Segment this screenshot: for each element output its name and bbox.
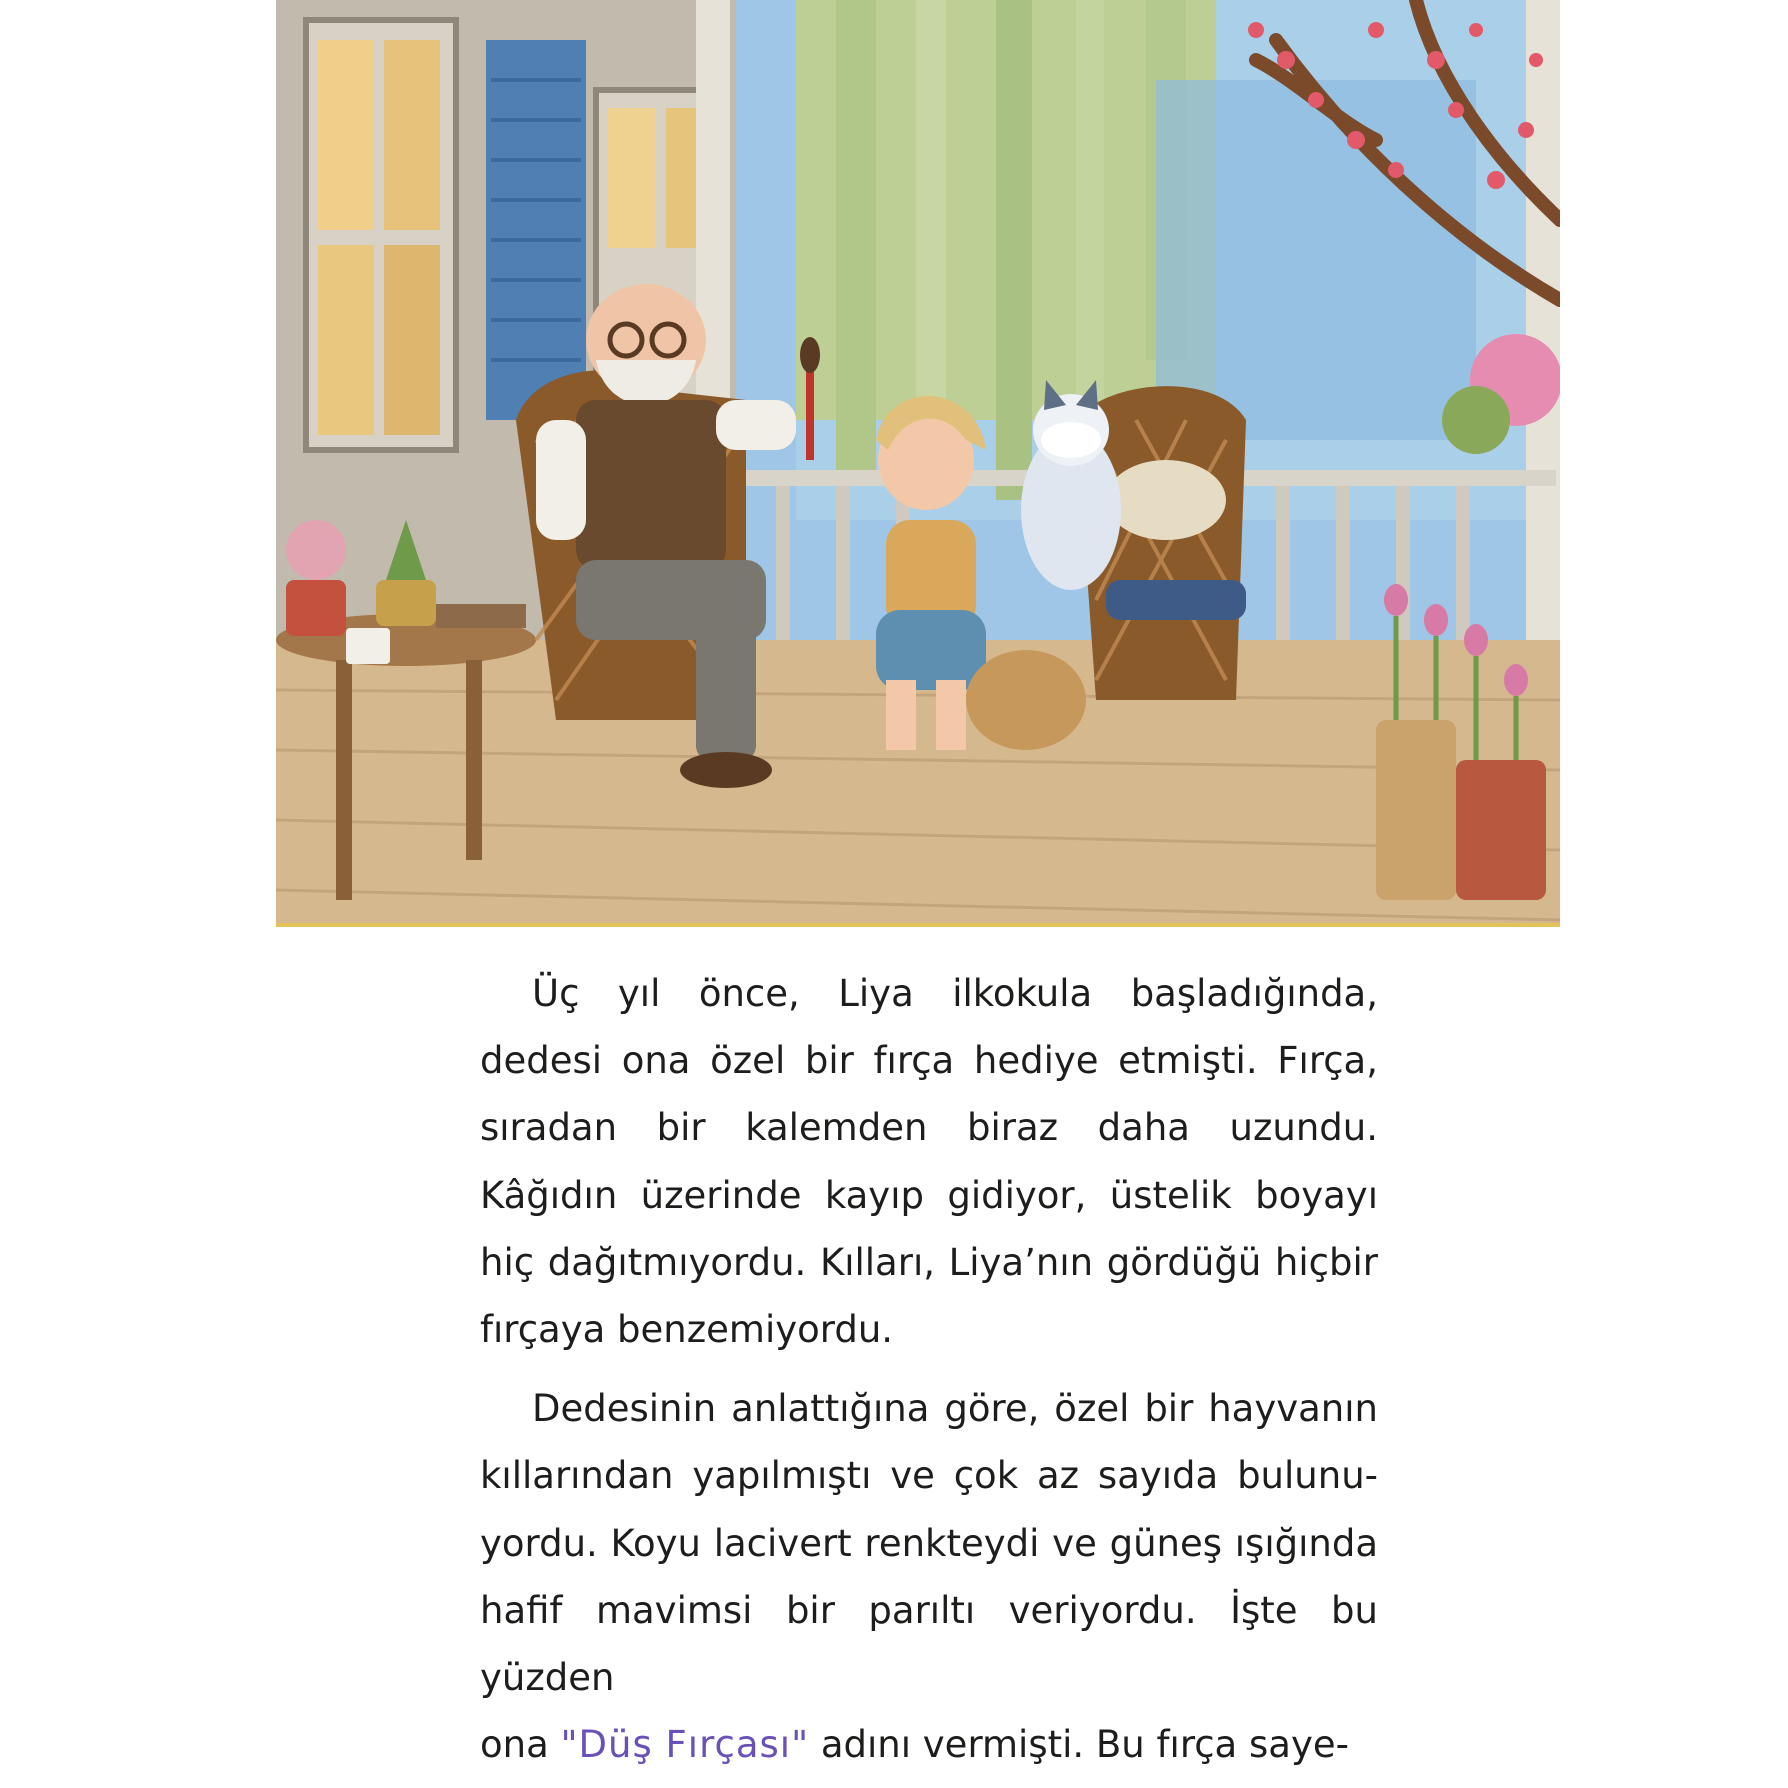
paragraph-1-line-5: hiç dağıtmıyordu. Kılları, Liya’nın gördüğü hiçbir	[480, 1240, 1378, 1284]
paragraph-1-line-2: dedesi ona özel bir fırça hediye etmişti. Fırça,	[480, 1039, 1378, 1083]
dream-brush-title: "Düş Fırçası"	[560, 1723, 810, 1767]
paragraph-2-line-2: kıllarından yapılmıştı ve çok az sayıda bulunu-	[480, 1454, 1378, 1498]
paragraph-2-line-3: yordu. Koyu lacivert renkteydi ve güneş ışığında	[480, 1521, 1378, 1565]
paragraph-2-line-5-end: adını vermişti. Bu fırça saye-	[809, 1723, 1349, 1767]
paragraph-2	[480, 1375, 1378, 1778]
illustration-bottom-border	[276, 923, 1560, 927]
paragraph-2-line-1: Dedesinin anlattığına göre, özel bir hayvanın	[532, 1387, 1378, 1431]
paragraph-2-line-5-start: ona	[480, 1723, 561, 1767]
paragraph-1-line-6: fırçaya benzemiyordu.	[480, 1308, 894, 1352]
story-text	[480, 960, 1378, 1778]
paragraph-1-line-3: sıradan bir kalemden biraz daha uzundu.	[480, 1106, 1378, 1150]
paragraph-2-line-4: hafif mavimsi bir parıltı veriyordu. İşte bu yüzden	[480, 1588, 1378, 1700]
paragraph-1-line-1: Üç yıl önce, Liya ilkokula başladığında,	[532, 972, 1378, 1015]
paragraph-1-line-4: Kâğıdın üzerinde kayıp gidiyor, üstelik boyayı	[480, 1173, 1378, 1217]
paragraph-1	[480, 960, 1378, 1363]
story-illustration	[276, 0, 1560, 926]
